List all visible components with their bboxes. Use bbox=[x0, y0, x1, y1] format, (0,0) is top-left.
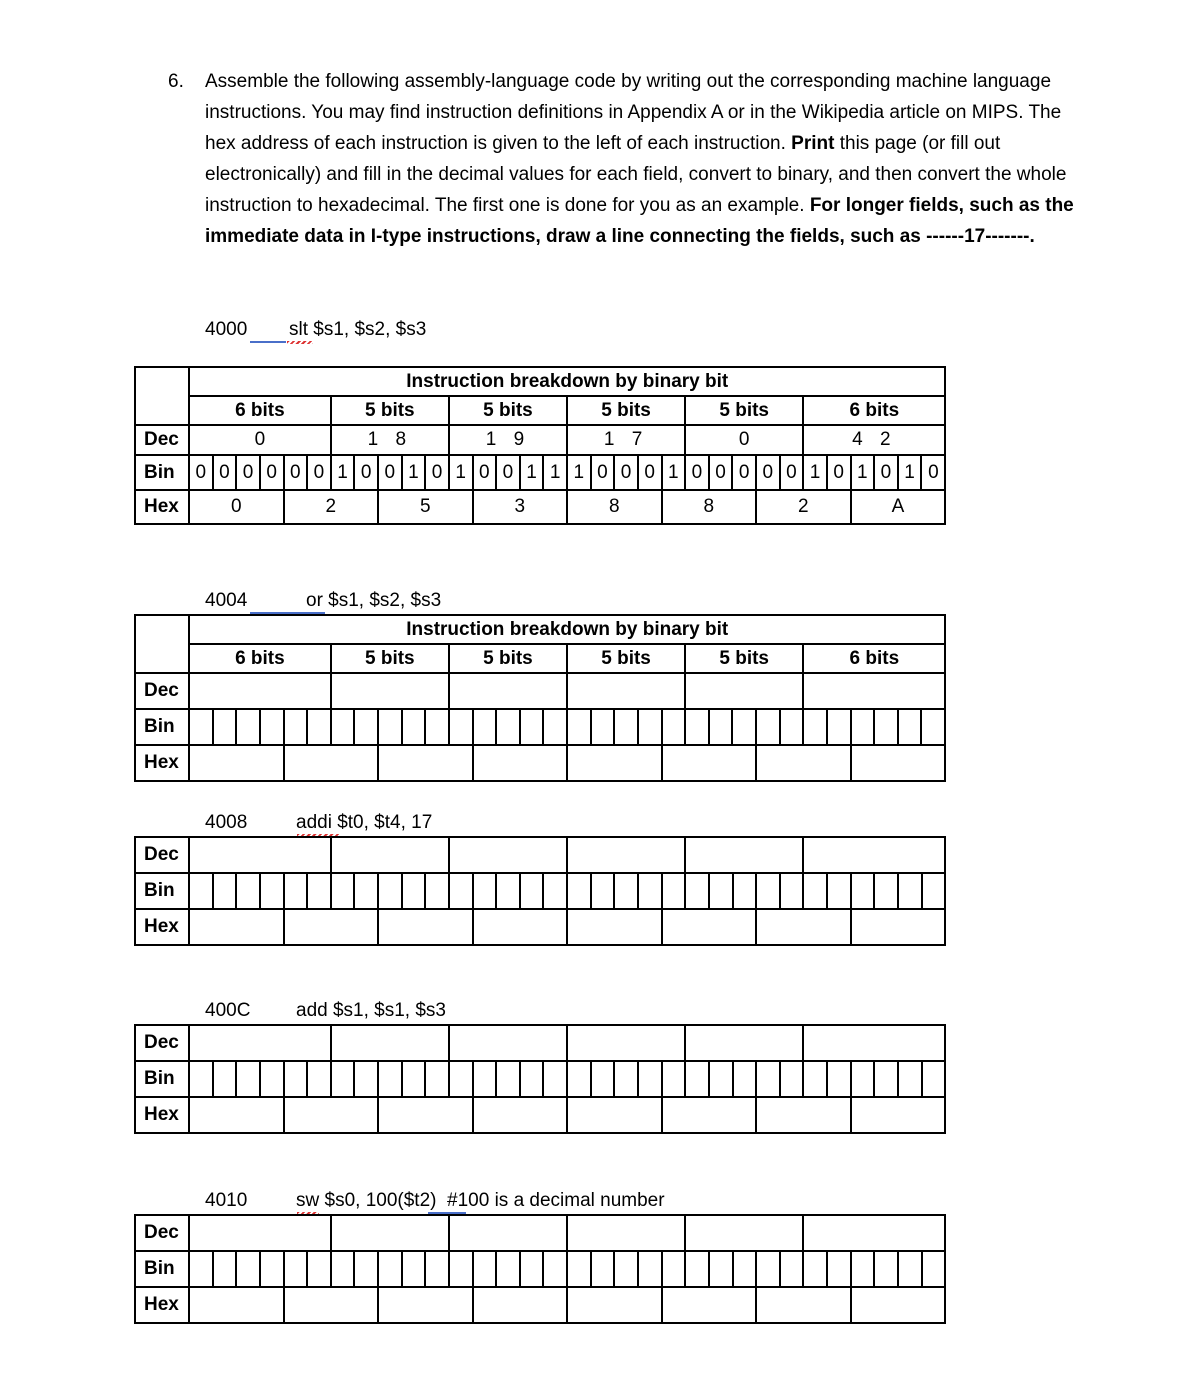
bin-bit-input-2[interactable] bbox=[236, 873, 260, 909]
bin-bit-input-29[interactable] bbox=[874, 873, 898, 909]
dec-field-input-4[interactable] bbox=[685, 1215, 803, 1251]
bin-bit-input-7[interactable] bbox=[354, 1251, 378, 1287]
bin-bit-input-24[interactable] bbox=[756, 1251, 780, 1287]
dec-field-input-0[interactable] bbox=[189, 673, 331, 709]
row-label-hex: Hex bbox=[135, 490, 189, 524]
bin-bit-1: 0 bbox=[213, 455, 237, 490]
bin-bit-0: 0 bbox=[189, 455, 213, 490]
instruction-table-4000 bbox=[134, 366, 946, 525]
bin-bit-21: 0 bbox=[685, 455, 709, 490]
field-width-op: 6 bits bbox=[189, 396, 331, 425]
bin-bit-input-9[interactable] bbox=[402, 1061, 426, 1097]
bin-bit-input-19[interactable] bbox=[638, 873, 662, 909]
hex-digit-input-1[interactable] bbox=[284, 1097, 379, 1133]
bin-bit-input-30[interactable] bbox=[898, 1251, 922, 1287]
bin-bit-input-4[interactable] bbox=[284, 1251, 308, 1287]
bin-bit-input-17[interactable] bbox=[591, 873, 615, 909]
dec-field-input-1[interactable] bbox=[331, 1025, 449, 1061]
bin-bit-input-15[interactable] bbox=[543, 1251, 567, 1287]
row-label-bin: Bin bbox=[135, 455, 189, 490]
hex-digit-input-5[interactable] bbox=[662, 909, 757, 945]
bin-bit-input-12[interactable] bbox=[473, 709, 497, 745]
bin-bit-input-23[interactable] bbox=[733, 1061, 757, 1097]
bin-bit-input-10[interactable] bbox=[425, 873, 449, 909]
bin-bit-30: 1 bbox=[898, 455, 922, 490]
instruction-table-4008 bbox=[134, 836, 946, 946]
corner-cell bbox=[135, 615, 189, 673]
dec-field-input-0[interactable] bbox=[189, 837, 331, 873]
instruction-label-400c bbox=[205, 999, 446, 1023]
bin-bit-input-28[interactable] bbox=[851, 709, 875, 745]
row-label-dec: Dec bbox=[135, 673, 189, 709]
bin-bit-input-2[interactable] bbox=[236, 1251, 260, 1287]
bin-bit-input-18[interactable] bbox=[614, 1251, 638, 1287]
field-width-shamt: 5 bits bbox=[685, 644, 803, 673]
bin-bit-input-20[interactable] bbox=[662, 1061, 686, 1097]
bin-bit-input-4[interactable] bbox=[284, 1061, 308, 1097]
field-width-rs: 5 bits bbox=[331, 396, 449, 425]
bin-bit-input-25[interactable] bbox=[780, 1251, 804, 1287]
instruction-address: 4000 bbox=[205, 319, 248, 340]
hex-digit-input-2[interactable] bbox=[378, 745, 473, 781]
dec-field-rd: 1 7 bbox=[567, 425, 685, 455]
dec-field-input-5[interactable] bbox=[803, 1215, 945, 1251]
bin-bit-input-25[interactable] bbox=[780, 709, 804, 745]
bin-bit-input-2[interactable] bbox=[236, 1061, 260, 1097]
dec-field-rt: 1 9 bbox=[449, 425, 567, 455]
hex-digit-input-4[interactable] bbox=[567, 1287, 662, 1323]
row-label-hex: Hex bbox=[135, 745, 189, 781]
bin-bit-input-9[interactable] bbox=[402, 1251, 426, 1287]
bin-bit-input-10[interactable] bbox=[425, 1251, 449, 1287]
row-label-hex: Hex bbox=[135, 909, 189, 945]
field-width-rs: 5 bits bbox=[331, 644, 449, 673]
bin-bit-input-16[interactable] bbox=[567, 709, 591, 745]
hex-digit-input-5[interactable] bbox=[662, 1287, 757, 1323]
bin-bit-4: 0 bbox=[284, 455, 308, 490]
bin-bit-input-20[interactable] bbox=[662, 873, 686, 909]
dec-field-input-0[interactable] bbox=[189, 1215, 331, 1251]
hex-digit-1: 2 bbox=[284, 490, 379, 524]
instruction-table-4010 bbox=[134, 1214, 946, 1324]
bin-bit-input-23[interactable] bbox=[733, 873, 757, 909]
bin-bit-input-22[interactable] bbox=[709, 709, 733, 745]
instruction-asm: or $s1, $s2, $s3 bbox=[306, 590, 442, 611]
bin-bit-input-15[interactable] bbox=[543, 709, 567, 745]
blank-underline bbox=[250, 341, 286, 343]
bin-bit-18: 0 bbox=[614, 455, 638, 490]
bin-bit-input-30[interactable] bbox=[898, 1061, 922, 1097]
bin-bit-input-14[interactable] bbox=[520, 1251, 544, 1287]
instruction-asm: addi $t0, $t4, 17 bbox=[296, 812, 433, 833]
bin-bit-input-31[interactable] bbox=[921, 709, 945, 745]
bin-bit-input-11[interactable] bbox=[449, 1251, 473, 1287]
bin-bit-input-8[interactable] bbox=[378, 709, 402, 745]
dec-field-input-3[interactable] bbox=[567, 837, 685, 873]
bin-bit-input-24[interactable] bbox=[756, 873, 780, 909]
bin-bit-input-19[interactable] bbox=[638, 1061, 662, 1097]
bin-bit-input-1[interactable] bbox=[213, 1061, 237, 1097]
bin-bit-9: 1 bbox=[402, 455, 426, 490]
dec-field-input-5[interactable] bbox=[803, 837, 945, 873]
bin-bit-input-30[interactable] bbox=[898, 873, 922, 909]
question-bold-1: Print bbox=[791, 133, 835, 154]
field-width-shamt: 5 bits bbox=[685, 396, 803, 425]
bin-bit-input-12[interactable] bbox=[473, 1251, 497, 1287]
row-label-dec: Dec bbox=[135, 425, 189, 455]
dec-field-input-4[interactable] bbox=[685, 673, 803, 709]
bin-bit-input-0[interactable] bbox=[189, 1061, 213, 1097]
bin-bit-28: 1 bbox=[851, 455, 875, 490]
bin-bit-10: 0 bbox=[425, 455, 449, 490]
bin-bit-input-26[interactable] bbox=[803, 1251, 827, 1287]
bin-bit-input-29[interactable] bbox=[874, 709, 898, 745]
bin-bit-input-16[interactable] bbox=[567, 1061, 591, 1097]
dec-field-input-2[interactable] bbox=[449, 673, 567, 709]
field-width-rd: 5 bits bbox=[567, 644, 685, 673]
bin-bit-input-24[interactable] bbox=[756, 709, 780, 745]
bin-bit-input-2[interactable] bbox=[236, 709, 260, 745]
bin-bit-input-24[interactable] bbox=[756, 1061, 780, 1097]
instruction-address: 4008 bbox=[205, 812, 248, 833]
hex-digit-input-2[interactable] bbox=[378, 1097, 473, 1133]
bin-bit-input-3[interactable] bbox=[260, 873, 284, 909]
bin-bit-input-19[interactable] bbox=[638, 1251, 662, 1287]
bin-bit-input-14[interactable] bbox=[520, 1061, 544, 1097]
row-label-bin: Bin bbox=[135, 873, 189, 909]
bin-bit-input-11[interactable] bbox=[449, 1061, 473, 1097]
bin-bit-input-11[interactable] bbox=[449, 873, 473, 909]
question-bold-2: For longer fields, such as the immediate data in I-type instructions, draw a line connecting the fields, such as ------17-------. bbox=[205, 195, 1074, 247]
bin-bit-input-1[interactable] bbox=[213, 709, 237, 745]
instruction-label-4000 bbox=[205, 318, 426, 342]
bin-bit-input-1[interactable] bbox=[213, 873, 237, 909]
table-title: Instruction breakdown by binary bit bbox=[189, 367, 945, 396]
hex-digit-2: 5 bbox=[378, 490, 473, 524]
bin-bit-input-4[interactable] bbox=[284, 709, 308, 745]
hex-digit-input-7[interactable] bbox=[851, 909, 946, 945]
hex-digit-4: 8 bbox=[567, 490, 662, 524]
hex-digit-input-7[interactable] bbox=[851, 745, 946, 781]
bin-bit-input-28[interactable] bbox=[851, 873, 875, 909]
bin-bit-input-6[interactable] bbox=[331, 709, 355, 745]
bin-bit-input-16[interactable] bbox=[567, 1251, 591, 1287]
hex-digit-input-3[interactable] bbox=[473, 1287, 568, 1323]
dec-field-input-3[interactable] bbox=[567, 1215, 685, 1251]
instruction-asm: sw $s0, 100($t2) #100 is a decimal number bbox=[296, 1190, 665, 1211]
bin-bit-input-19[interactable] bbox=[638, 709, 662, 745]
bin-bit-input-27[interactable] bbox=[827, 1251, 851, 1287]
instruction-address: 400C bbox=[205, 1000, 251, 1021]
bin-bit-input-21[interactable] bbox=[685, 873, 709, 909]
hex-digit-input-4[interactable] bbox=[567, 909, 662, 945]
question-text bbox=[205, 66, 1085, 252]
instruction-label-4004 bbox=[205, 589, 441, 613]
bin-bit-input-20[interactable] bbox=[662, 709, 686, 745]
field-width-funct: 6 bits bbox=[803, 644, 945, 673]
bin-bit-input-12[interactable] bbox=[473, 873, 497, 909]
hex-digit-input-0[interactable] bbox=[189, 1097, 284, 1133]
bin-bit-input-0[interactable] bbox=[189, 709, 213, 745]
instruction-label-4008 bbox=[205, 811, 432, 835]
bin-bit-input-3[interactable] bbox=[260, 709, 284, 745]
bin-bit-27: 0 bbox=[827, 455, 851, 490]
bin-bit-input-11[interactable] bbox=[449, 709, 473, 745]
bin-bit-input-14[interactable] bbox=[520, 709, 544, 745]
bin-bit-input-5[interactable] bbox=[307, 873, 331, 909]
bin-bit-input-27[interactable] bbox=[827, 709, 851, 745]
dec-field-shamt: 0 bbox=[685, 425, 803, 455]
bin-bit-input-25[interactable] bbox=[780, 873, 804, 909]
dec-field-input-2[interactable] bbox=[449, 1025, 567, 1061]
bin-bit-input-8[interactable] bbox=[378, 873, 402, 909]
bin-bit-input-22[interactable] bbox=[709, 1061, 733, 1097]
bin-bit-6: 1 bbox=[331, 455, 355, 490]
dec-field-input-1[interactable] bbox=[331, 837, 449, 873]
bin-bit-input-1[interactable] bbox=[213, 1251, 237, 1287]
bin-bit-input-29[interactable] bbox=[874, 1251, 898, 1287]
bin-bit-29: 0 bbox=[874, 455, 898, 490]
dec-field-funct: 4 2 bbox=[803, 425, 945, 455]
hex-digit-input-7[interactable] bbox=[851, 1097, 946, 1133]
bin-bit-input-5[interactable] bbox=[307, 1061, 331, 1097]
bin-bit-20: 1 bbox=[662, 455, 686, 490]
bin-bit-input-12[interactable] bbox=[473, 1061, 497, 1097]
bin-bit-input-16[interactable] bbox=[567, 873, 591, 909]
bin-bit-input-23[interactable] bbox=[733, 1251, 757, 1287]
bin-bit-16: 1 bbox=[567, 455, 591, 490]
hex-digit-input-3[interactable] bbox=[473, 745, 568, 781]
dec-field-op: 0 bbox=[189, 425, 331, 455]
bin-bit-input-26[interactable] bbox=[803, 1061, 827, 1097]
bin-bit-input-6[interactable] bbox=[331, 873, 355, 909]
bin-bit-24: 0 bbox=[756, 455, 780, 490]
row-label-bin: Bin bbox=[135, 1061, 189, 1097]
bin-bit-input-31[interactable] bbox=[922, 873, 946, 909]
bin-bit-2: 0 bbox=[236, 455, 260, 490]
hex-digit-input-5[interactable] bbox=[662, 1097, 757, 1133]
bin-bit-input-21[interactable] bbox=[685, 1061, 709, 1097]
hex-digit-input-0[interactable] bbox=[189, 1287, 284, 1323]
hex-digit-7: A bbox=[851, 490, 946, 524]
bin-bit-input-30[interactable] bbox=[898, 709, 922, 745]
bin-bit-11: 1 bbox=[449, 455, 473, 490]
row-label-dec: Dec bbox=[135, 1215, 189, 1251]
row-label-hex: Hex bbox=[135, 1097, 189, 1133]
question-number: 6. bbox=[168, 71, 184, 92]
bin-bit-14: 1 bbox=[520, 455, 544, 490]
bin-bit-input-17[interactable] bbox=[591, 709, 615, 745]
hex-digit-input-2[interactable] bbox=[378, 1287, 473, 1323]
bin-bit-input-15[interactable] bbox=[543, 873, 567, 909]
spell-squiggle bbox=[287, 341, 313, 344]
bin-bit-input-21[interactable] bbox=[685, 1251, 709, 1287]
hex-digit-0: 0 bbox=[189, 490, 284, 524]
row-label-dec: Dec bbox=[135, 1025, 189, 1061]
hex-digit-input-3[interactable] bbox=[473, 1097, 568, 1133]
field-width-rt: 5 bits bbox=[449, 396, 567, 425]
bin-bit-input-7[interactable] bbox=[354, 873, 378, 909]
instruction-asm: add $s1, $s1, $s3 bbox=[296, 1000, 446, 1021]
bin-bit-input-13[interactable] bbox=[496, 709, 520, 745]
hex-digit-input-1[interactable] bbox=[284, 1287, 379, 1323]
bin-bit-22: 0 bbox=[709, 455, 733, 490]
bin-bit-31: 0 bbox=[921, 455, 945, 490]
hex-digit-input-5[interactable] bbox=[662, 745, 757, 781]
hex-digit-input-4[interactable] bbox=[567, 745, 662, 781]
question-text-1: Assemble the following assembly-language code by writing out the corresponding machine language instructions. You may find instruction definitions in Appendix A or in the Wikipedia article on MIPS. The hex address of each instruction is given to the left of each instruction. bbox=[205, 71, 1062, 154]
bin-bit-input-18[interactable] bbox=[614, 873, 638, 909]
bin-bit-7: 0 bbox=[354, 455, 378, 490]
bin-bit-input-13[interactable] bbox=[496, 873, 520, 909]
bin-bit-input-31[interactable] bbox=[922, 1251, 946, 1287]
row-label-bin: Bin bbox=[135, 1251, 189, 1287]
hex-digit-input-2[interactable] bbox=[378, 909, 473, 945]
field-width-op: 6 bits bbox=[189, 644, 331, 673]
bin-bit-17: 0 bbox=[591, 455, 615, 490]
bin-bit-input-14[interactable] bbox=[520, 873, 544, 909]
field-width-rd: 5 bits bbox=[567, 396, 685, 425]
dec-field-input-2[interactable] bbox=[449, 1215, 567, 1251]
dec-field-input-1[interactable] bbox=[331, 1215, 449, 1251]
bin-bit-12: 0 bbox=[473, 455, 497, 490]
dec-field-input-5[interactable] bbox=[803, 1025, 945, 1061]
dec-field-input-0[interactable] bbox=[189, 1025, 331, 1061]
bin-bit-input-25[interactable] bbox=[780, 1061, 804, 1097]
corner-cell bbox=[135, 367, 189, 425]
hex-digit-input-6[interactable] bbox=[756, 1097, 851, 1133]
bin-bit-input-7[interactable] bbox=[354, 1061, 378, 1097]
bin-bit-input-21[interactable] bbox=[685, 709, 709, 745]
dec-field-input-5[interactable] bbox=[803, 673, 945, 709]
bin-bit-input-17[interactable] bbox=[591, 1251, 615, 1287]
field-width-funct: 6 bits bbox=[803, 396, 945, 425]
bin-bit-input-10[interactable] bbox=[425, 709, 449, 745]
instruction-address: 4004 bbox=[205, 590, 248, 611]
instruction-label-4010 bbox=[205, 1189, 665, 1213]
hex-digit-input-6[interactable] bbox=[756, 745, 851, 781]
hex-digit-input-7[interactable] bbox=[851, 1287, 946, 1323]
dec-field-input-3[interactable] bbox=[567, 673, 685, 709]
hex-digit-3: 3 bbox=[473, 490, 568, 524]
bin-bit-8: 0 bbox=[378, 455, 402, 490]
row-label-dec: Dec bbox=[135, 837, 189, 873]
table-title: Instruction breakdown by binary bit bbox=[189, 615, 945, 644]
bin-bit-input-5[interactable] bbox=[307, 1251, 331, 1287]
bin-bit-input-26[interactable] bbox=[803, 709, 827, 745]
bin-bit-input-29[interactable] bbox=[874, 1061, 898, 1097]
bin-bit-input-9[interactable] bbox=[402, 873, 426, 909]
bin-bit-input-6[interactable] bbox=[331, 1251, 355, 1287]
bin-bit-input-6[interactable] bbox=[331, 1061, 355, 1097]
bin-bit-input-27[interactable] bbox=[827, 1061, 851, 1097]
bin-bit-input-8[interactable] bbox=[378, 1061, 402, 1097]
dec-field-input-2[interactable] bbox=[449, 837, 567, 873]
hex-digit-6: 2 bbox=[756, 490, 851, 524]
row-label-hex: Hex bbox=[135, 1287, 189, 1323]
dec-field-input-1[interactable] bbox=[331, 673, 449, 709]
bin-bit-input-28[interactable] bbox=[851, 1061, 875, 1097]
bin-bit-input-26[interactable] bbox=[803, 873, 827, 909]
bin-bit-input-18[interactable] bbox=[614, 1061, 638, 1097]
dec-field-rs: 1 8 bbox=[331, 425, 449, 455]
hex-digit-input-1[interactable] bbox=[284, 745, 379, 781]
bin-bit-25: 0 bbox=[780, 455, 804, 490]
bin-bit-15: 1 bbox=[543, 455, 567, 490]
bin-bit-input-3[interactable] bbox=[260, 1251, 284, 1287]
bin-bit-input-9[interactable] bbox=[402, 709, 426, 745]
hex-digit-input-4[interactable] bbox=[567, 1097, 662, 1133]
dec-field-input-3[interactable] bbox=[567, 1025, 685, 1061]
bin-bit-input-4[interactable] bbox=[284, 873, 308, 909]
bin-bit-input-27[interactable] bbox=[827, 873, 851, 909]
hex-digit-input-6[interactable] bbox=[756, 1287, 851, 1323]
dec-field-input-4[interactable] bbox=[685, 837, 803, 873]
field-width-rt: 5 bits bbox=[449, 644, 567, 673]
instruction-table-400c bbox=[134, 1024, 946, 1134]
bin-bit-input-31[interactable] bbox=[922, 1061, 946, 1097]
bin-bit-input-5[interactable] bbox=[307, 709, 331, 745]
bin-bit-input-15[interactable] bbox=[543, 1061, 567, 1097]
bin-bit-26: 1 bbox=[803, 455, 827, 490]
bin-bit-19: 0 bbox=[638, 455, 662, 490]
hex-digit-input-0[interactable] bbox=[189, 909, 284, 945]
bin-bit-input-22[interactable] bbox=[709, 873, 733, 909]
instruction-asm: slt $s1, $s2, $s3 bbox=[289, 319, 427, 340]
bin-bit-23: 0 bbox=[732, 455, 756, 490]
bin-bit-input-7[interactable] bbox=[354, 709, 378, 745]
hex-digit-input-3[interactable] bbox=[473, 909, 568, 945]
row-label-bin: Bin bbox=[135, 709, 189, 745]
instruction-address: 4010 bbox=[205, 1190, 248, 1211]
bin-bit-input-0[interactable] bbox=[189, 1251, 213, 1287]
dec-field-input-4[interactable] bbox=[685, 1025, 803, 1061]
instruction-table-4004 bbox=[134, 614, 946, 782]
bin-bit-input-3[interactable] bbox=[260, 1061, 284, 1097]
bin-bit-input-13[interactable] bbox=[496, 1251, 520, 1287]
hex-digit-input-0[interactable] bbox=[189, 745, 284, 781]
hex-digit-5: 8 bbox=[662, 490, 757, 524]
hex-digit-input-6[interactable] bbox=[756, 909, 851, 945]
bin-bit-3: 0 bbox=[260, 455, 284, 490]
bin-bit-input-22[interactable] bbox=[709, 1251, 733, 1287]
bin-bit-input-18[interactable] bbox=[614, 709, 638, 745]
question-text-2: this page (or fill out electronically) and fill in the decimal values for each field, convert to binary, and then convert the whole instruction to hexadecimal. The first one is done for you as an example. bbox=[205, 133, 1067, 216]
bin-bit-input-23[interactable] bbox=[732, 709, 756, 745]
bin-bit-input-20[interactable] bbox=[662, 1251, 686, 1287]
bin-bit-13: 0 bbox=[496, 455, 520, 490]
bin-bit-5: 0 bbox=[307, 455, 331, 490]
hex-digit-input-1[interactable] bbox=[284, 909, 379, 945]
bin-bit-input-0[interactable] bbox=[189, 873, 213, 909]
bin-bit-input-8[interactable] bbox=[378, 1251, 402, 1287]
bin-bit-input-17[interactable] bbox=[591, 1061, 615, 1097]
bin-bit-input-13[interactable] bbox=[496, 1061, 520, 1097]
bin-bit-input-10[interactable] bbox=[425, 1061, 449, 1097]
bin-bit-input-28[interactable] bbox=[851, 1251, 875, 1287]
